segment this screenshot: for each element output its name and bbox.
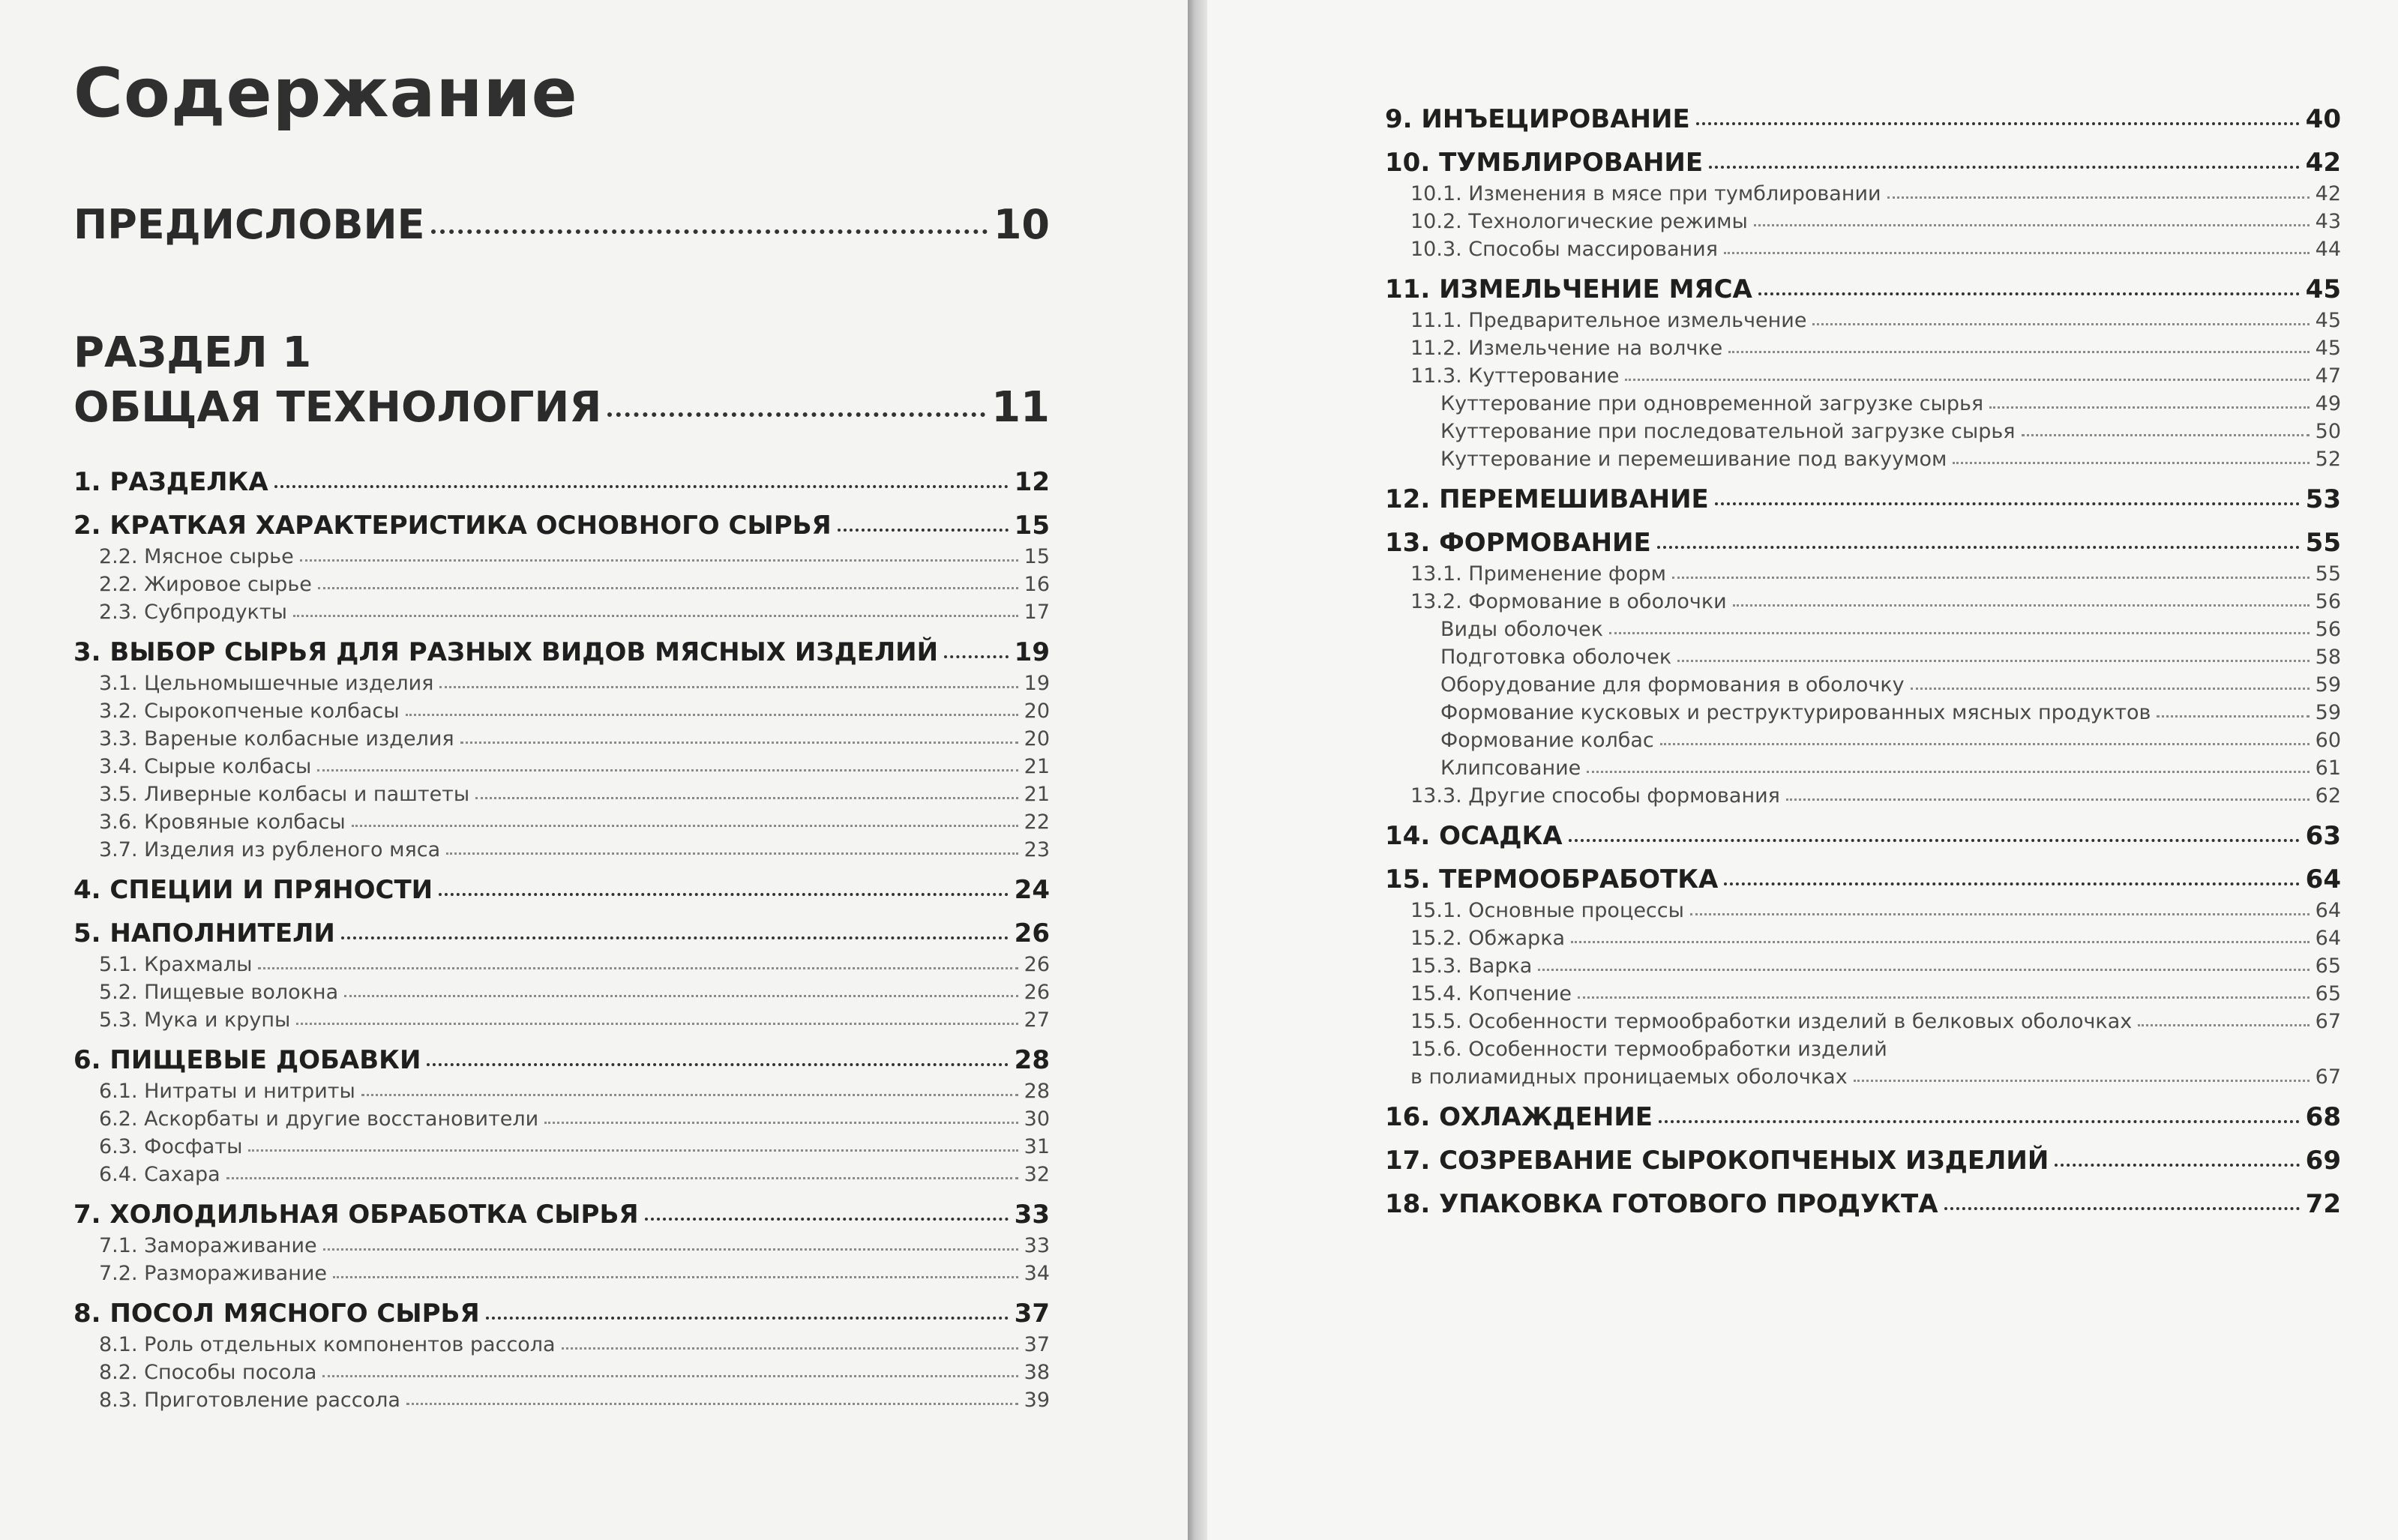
toc-subsection-row bbox=[1385, 980, 2341, 1008]
toc-section-row bbox=[1385, 102, 2341, 136]
toc-page-number: 64 bbox=[2315, 899, 2341, 922]
toc-subsection-row bbox=[1385, 418, 2341, 445]
toc-part-title bbox=[73, 383, 1050, 432]
toc-label: 3.5. Ливерные колбасы и паштеты bbox=[99, 783, 470, 806]
toc-page-number: 16 bbox=[1024, 573, 1050, 596]
toc-page-number: 58 bbox=[2315, 646, 2341, 669]
toc-subsection-row bbox=[1385, 727, 2341, 754]
dot-leader bbox=[1989, 406, 2310, 409]
toc-subsection-row bbox=[73, 780, 1050, 808]
part-page: 11 bbox=[991, 383, 1050, 432]
toc-subsection-row bbox=[1385, 362, 2341, 390]
toc-subsection-row bbox=[1385, 754, 2341, 782]
toc-page-number: 42 bbox=[2315, 182, 2341, 205]
toc-label: 10.1. Изменения в мясе при тумблировании bbox=[1410, 182, 1881, 205]
toc-subsection-row bbox=[1385, 699, 2341, 727]
toc-subsection-row bbox=[73, 670, 1050, 697]
toc-label: 6.4. Сахара bbox=[99, 1163, 220, 1186]
toc-subsection-line: 15.6. Особенности термообработки изделий bbox=[1410, 1038, 1887, 1061]
toc-label: 7.2. Размораживание bbox=[99, 1262, 328, 1285]
toc-page-number: 26 bbox=[1014, 918, 1050, 948]
left-toc-list bbox=[73, 465, 1050, 1414]
toc-subsection-row bbox=[73, 836, 1050, 864]
preface-page: 10 bbox=[993, 201, 1050, 248]
dot-leader bbox=[607, 412, 985, 417]
toc-subsection-row bbox=[1385, 952, 2341, 980]
dot-leader bbox=[427, 1063, 1008, 1066]
dot-leader bbox=[1887, 196, 2310, 199]
dot-leader bbox=[562, 1347, 1018, 1350]
toc-page-number: 38 bbox=[1024, 1361, 1050, 1384]
toc-section-row bbox=[73, 873, 1050, 907]
toc-section-row bbox=[1385, 1187, 2341, 1221]
toc-page-number: 64 bbox=[2305, 864, 2341, 894]
toc-page-number: 37 bbox=[1014, 1299, 1050, 1329]
toc-subsection-row bbox=[73, 1161, 1050, 1188]
toc-page-number: 62 bbox=[2315, 784, 2341, 807]
toc-label: 3. ВЫБОР СЫРЬЯ ДЛЯ РАЗНЫХ ВИДОВ МЯСНЫХ ИЗДЕЛИЙ bbox=[73, 637, 939, 667]
dot-leader bbox=[1660, 743, 2310, 745]
toc-section-row bbox=[1385, 862, 2341, 897]
toc-subsection-row bbox=[1385, 616, 2341, 643]
toc-page-number: 53 bbox=[2305, 484, 2341, 514]
toc-subsection-row bbox=[73, 951, 1050, 978]
toc-subsection-row bbox=[1385, 897, 2341, 924]
toc-label: 3.1. Цельномышечные изделия bbox=[99, 672, 434, 695]
toc-page-number: 37 bbox=[1024, 1333, 1050, 1356]
dot-leader bbox=[226, 1177, 1018, 1179]
dot-leader bbox=[1733, 604, 2310, 607]
toc-label: 2. КРАТКАЯ ХАРАКТЕРИСТИКА ОСНОВНОГО СЫРЬЯ bbox=[73, 511, 832, 541]
toc-page-number: 59 bbox=[2315, 701, 2341, 724]
dot-leader bbox=[300, 559, 1018, 562]
toc-page-number: 69 bbox=[2305, 1146, 2341, 1176]
toc-subsection-row bbox=[73, 1006, 1050, 1034]
dot-leader bbox=[431, 229, 988, 234]
dot-leader bbox=[1715, 502, 2300, 505]
toc-page-number: 33 bbox=[1014, 1200, 1050, 1230]
toc-label: 15.2. Обжарка bbox=[1410, 927, 1566, 950]
toc-subsection-row bbox=[1385, 782, 2341, 810]
toc-page-number: 34 bbox=[1024, 1262, 1050, 1285]
toc-label: 13.3. Другие способы формования bbox=[1410, 784, 1780, 807]
toc-label: Виды оболочек bbox=[1440, 618, 1603, 641]
toc-label: 3.6. Кровяные колбасы bbox=[99, 810, 346, 834]
dot-leader bbox=[838, 529, 1009, 532]
toc-label: 16. ОХЛАЖДЕНИЕ bbox=[1385, 1102, 1653, 1132]
toc-subsection-row bbox=[1385, 924, 2341, 952]
dot-leader bbox=[274, 485, 1009, 488]
toc-subsection-row bbox=[73, 1232, 1050, 1260]
dot-leader bbox=[1724, 882, 2299, 885]
toc-label: 13.1. Применение форм bbox=[1410, 562, 1667, 586]
toc-page-number: 12 bbox=[1014, 467, 1050, 497]
toc-subsection-row bbox=[1385, 334, 2341, 362]
dot-leader bbox=[1677, 660, 2310, 662]
toc-page-number: 44 bbox=[2315, 238, 2341, 261]
toc-label: Оборудование для формования в оболочку bbox=[1440, 673, 1905, 697]
toc-page-number: 72 bbox=[2305, 1189, 2341, 1219]
dot-leader bbox=[2157, 715, 2309, 718]
toc-page-number: 19 bbox=[1014, 637, 1050, 667]
toc-label: 10.3. Способы массирования bbox=[1410, 238, 1718, 261]
right-page bbox=[1206, 0, 2398, 1540]
toc-subsection-row bbox=[1385, 1008, 2341, 1035]
toc-label: 10.2. Технологические режимы bbox=[1410, 210, 1748, 233]
toc-label: 6.2. Аскорбаты и другие восстановители bbox=[99, 1107, 539, 1131]
toc-subsection-row bbox=[73, 1077, 1050, 1105]
toc-label: 12. ПЕРЕМЕШИВАНИЕ bbox=[1385, 484, 1709, 514]
toc-label: 6. ПИЩЕВЫЕ ДОБАВКИ bbox=[73, 1045, 421, 1075]
dot-leader bbox=[439, 893, 1009, 896]
toc-subsection-row bbox=[73, 598, 1050, 626]
toc-section-row bbox=[73, 508, 1050, 543]
dot-leader bbox=[1812, 323, 2309, 325]
dot-leader bbox=[1724, 252, 2310, 254]
dot-leader bbox=[293, 615, 1018, 617]
toc-page-number: 31 bbox=[1024, 1135, 1050, 1158]
toc-subsection-row bbox=[1385, 671, 2341, 699]
toc-label: Клипсование bbox=[1440, 757, 1581, 780]
toc-label: 15.5. Особенности термообработки изделий в белковых оболочках bbox=[1410, 1010, 2133, 1033]
dot-leader bbox=[406, 714, 1018, 716]
toc-section-row bbox=[1385, 1143, 2341, 1178]
toc-page-number: 42 bbox=[2305, 148, 2341, 178]
toc-page-number: 26 bbox=[1024, 953, 1050, 976]
toc-label: 7.1. Замораживание bbox=[99, 1234, 317, 1257]
toc-label: 8.2. Способы посола bbox=[99, 1361, 317, 1384]
toc-page-number: 67 bbox=[2315, 1010, 2341, 1033]
toc-label: 3.4. Сырые колбасы bbox=[99, 755, 312, 778]
toc-label: 3.3. Вареные колбасные изделия bbox=[99, 727, 454, 751]
toc-subsection-row bbox=[73, 753, 1050, 780]
toc-page-number: 30 bbox=[1024, 1107, 1050, 1131]
toc-page-number: 59 bbox=[2315, 673, 2341, 697]
part-title: ОБЩАЯ ТЕХНОЛОГИЯ bbox=[73, 383, 602, 432]
toc-page-number: 55 bbox=[2315, 562, 2341, 586]
toc-page-number: 63 bbox=[2305, 821, 2341, 851]
toc-subsection-row bbox=[1385, 390, 2341, 418]
toc-page-number: 24 bbox=[1014, 875, 1050, 905]
toc-label: 9. ИНЪЕЦИРОВАНИЕ bbox=[1385, 104, 1690, 134]
dot-leader bbox=[1578, 996, 2310, 999]
toc-label: Куттерование при последовательной загрузке сырья bbox=[1440, 420, 2016, 443]
toc-subsection-row bbox=[1385, 1063, 2341, 1091]
dot-leader bbox=[446, 852, 1018, 855]
toc-subsection-row bbox=[73, 697, 1050, 725]
toc-label: 11. ИЗМЕЛЬЧЕНИЕ МЯСА bbox=[1385, 274, 1752, 304]
toc-subsection-row bbox=[1385, 235, 2341, 263]
toc-label: Подготовка оболочек bbox=[1440, 646, 1672, 669]
toc-label: 15.4. Копчение bbox=[1410, 982, 1572, 1005]
toc-label-continued: в полиамидных проницаемых оболочках bbox=[1410, 1065, 1848, 1089]
toc-page-number: 68 bbox=[2305, 1102, 2341, 1132]
toc-label: 3.2. Сырокопченые колбасы bbox=[99, 700, 400, 723]
toc-page-number: 60 bbox=[2315, 729, 2341, 752]
toc-label: 2.2. Жировое сырье bbox=[99, 573, 312, 596]
dot-leader bbox=[296, 1023, 1018, 1025]
dot-leader bbox=[406, 1403, 1018, 1405]
toc-section-row bbox=[1385, 272, 2341, 307]
dot-leader bbox=[317, 769, 1018, 771]
toc-subsection-row bbox=[1385, 307, 2341, 334]
toc-label: 11.2. Измельчение на волчке bbox=[1410, 337, 1723, 360]
dot-leader bbox=[2055, 1164, 2299, 1167]
dot-leader bbox=[1709, 166, 2300, 169]
dot-leader bbox=[544, 1122, 1018, 1124]
toc-subsection-row bbox=[1385, 643, 2341, 671]
toc-section-row bbox=[73, 1197, 1050, 1232]
toc-preface bbox=[73, 201, 1050, 248]
toc-page-number: 64 bbox=[2315, 927, 2341, 950]
toc-label: 13. ФОРМОВАНИЕ bbox=[1385, 528, 1651, 558]
toc-page-number: 20 bbox=[1024, 700, 1050, 723]
toc-section-row bbox=[1385, 1100, 2341, 1134]
toc-page-number: 50 bbox=[2315, 420, 2341, 443]
left-page bbox=[0, 0, 1188, 1540]
dot-leader bbox=[1953, 462, 2309, 464]
toc-subsection-row bbox=[1385, 588, 2341, 616]
dot-leader bbox=[248, 1149, 1018, 1152]
toc-page-number: 52 bbox=[2315, 448, 2341, 471]
toc-label: 13.2. Формование в оболочки bbox=[1410, 590, 1727, 613]
dot-leader bbox=[1754, 224, 2310, 226]
preface-label: ПРЕДИСЛОВИЕ bbox=[73, 201, 425, 248]
toc-section-row bbox=[73, 1043, 1050, 1077]
toc-subsection-row bbox=[73, 543, 1050, 571]
toc-page-number: 61 bbox=[2315, 757, 2341, 780]
dot-leader bbox=[1672, 577, 2310, 579]
toc-page-number: 21 bbox=[1024, 783, 1050, 806]
toc-subsection-row bbox=[73, 978, 1050, 1006]
toc-subsection-row bbox=[73, 571, 1050, 598]
toc-label: 1. РАЗДЕЛКА bbox=[73, 467, 268, 497]
toc-label: 15. ТЕРМООБРАБОТКА bbox=[1385, 864, 1719, 894]
toc-label: 6.3. Фосфаты bbox=[99, 1135, 243, 1158]
toc-label: 3.7. Изделия из рубленого мяса bbox=[99, 838, 441, 861]
dot-leader bbox=[1657, 546, 2300, 549]
toc-page-number: 45 bbox=[2315, 309, 2341, 332]
toc-subsection-row bbox=[1385, 180, 2341, 208]
toc-page-number: 40 bbox=[2305, 104, 2341, 134]
toc-subsection-row bbox=[73, 1260, 1050, 1287]
toc-page-number: 43 bbox=[2315, 210, 2341, 233]
dot-leader bbox=[460, 742, 1018, 744]
toc-subsection-row bbox=[73, 1331, 1050, 1359]
toc-page-number: 56 bbox=[2315, 618, 2341, 641]
dot-leader bbox=[258, 967, 1018, 969]
dot-leader bbox=[1690, 913, 2310, 915]
dot-leader bbox=[1609, 632, 2310, 634]
dot-leader bbox=[361, 1094, 1018, 1096]
right-toc-list bbox=[1385, 102, 2341, 1221]
dot-leader bbox=[1587, 771, 2309, 773]
toc-label: 5.1. Крахмалы bbox=[99, 953, 253, 976]
toc-page-number: 32 bbox=[1024, 1163, 1050, 1186]
toc-section-row bbox=[73, 1296, 1050, 1331]
toc-page-number: 26 bbox=[1024, 981, 1050, 1004]
dot-leader bbox=[341, 936, 1009, 939]
toc-page-number: 19 bbox=[1024, 672, 1050, 695]
dot-leader bbox=[1659, 1120, 2300, 1123]
toc-label: 2.2. Мясное сырье bbox=[99, 545, 294, 568]
toc-subsection-row bbox=[73, 1133, 1050, 1161]
dot-leader bbox=[352, 825, 1018, 827]
toc-page-number: 15 bbox=[1024, 545, 1050, 568]
dot-leader bbox=[1571, 941, 2310, 943]
toc-label: 14. ОСАДКА bbox=[1385, 821, 1563, 851]
toc-label: Куттерование и перемешивание под вакуумом bbox=[1440, 448, 1947, 471]
toc-page-number: 56 bbox=[2315, 590, 2341, 613]
toc-section-row bbox=[73, 465, 1050, 499]
dot-leader bbox=[2022, 434, 2310, 436]
toc-page-number: 65 bbox=[2315, 954, 2341, 978]
toc-label: Формование колбас bbox=[1440, 729, 1654, 752]
toc-subsection-row bbox=[73, 808, 1050, 836]
toc-label: 15.3. Варка bbox=[1410, 954, 1533, 978]
dot-leader bbox=[1786, 798, 2310, 801]
toc-page-number: 33 bbox=[1024, 1234, 1050, 1257]
dot-leader bbox=[475, 797, 1018, 799]
toc-page-number: 55 bbox=[2305, 528, 2341, 558]
toc-label: 18. УПАКОВКА ГОТОВОГО ПРОДУКТА bbox=[1385, 1189, 1938, 1219]
toc-label: 8. ПОСОЛ МЯСНОГО СЫРЬЯ bbox=[73, 1299, 480, 1329]
dot-leader bbox=[1538, 969, 2309, 971]
toc-label: 5.3. Мука и крупы bbox=[99, 1008, 291, 1032]
dot-leader bbox=[1944, 1207, 2300, 1210]
toc-page-number: 28 bbox=[1024, 1080, 1050, 1103]
toc-label: Формование кусковых и реструктурированных мясных продуктов bbox=[1440, 701, 2151, 724]
toc-section-row bbox=[1385, 526, 2341, 560]
toc-page-number: 45 bbox=[2315, 337, 2341, 360]
toc-page-number: 39 bbox=[1024, 1389, 1050, 1412]
toc-page-number: 28 bbox=[1014, 1045, 1050, 1075]
toc-page-number: 65 bbox=[2315, 982, 2341, 1005]
toc-page-number: 49 bbox=[2315, 392, 2341, 415]
toc-section-row bbox=[1385, 819, 2341, 853]
toc-label: 8.1. Роль отдельных компонентов рассола bbox=[99, 1333, 556, 1356]
dot-leader bbox=[1911, 688, 2310, 690]
toc-page-number: 17 bbox=[1024, 601, 1050, 624]
toc-subsection-row bbox=[1385, 208, 2341, 235]
toc-subsection-row bbox=[73, 725, 1050, 753]
toc-subsection-row bbox=[73, 1359, 1050, 1386]
toc-label: 11.3. Куттерование bbox=[1410, 364, 1620, 388]
toc-label: 8.3. Приготовление рассола bbox=[99, 1389, 400, 1412]
book-gutter bbox=[1188, 0, 1206, 1540]
dot-leader bbox=[1728, 351, 2309, 353]
toc-page-number: 20 bbox=[1024, 727, 1050, 751]
toc-subsection-row bbox=[1385, 445, 2341, 473]
dot-leader bbox=[333, 1276, 1018, 1278]
toc-page-number: 15 bbox=[1014, 511, 1050, 541]
toc-label: 10. ТУМБЛИРОВАНИЕ bbox=[1385, 148, 1704, 178]
toc-subsection-row bbox=[73, 1105, 1050, 1133]
toc-label: 17. СОЗРЕВАНИЕ СЫРОКОПЧЕНЫХ ИЗДЕЛИЙ bbox=[1385, 1146, 2049, 1176]
dot-leader bbox=[2138, 1024, 2309, 1026]
toc-section-row bbox=[1385, 145, 2341, 180]
dot-leader bbox=[439, 686, 1018, 688]
toc-page-number: 27 bbox=[1024, 1008, 1050, 1032]
dot-leader bbox=[645, 1218, 1009, 1221]
toc-section-row bbox=[1385, 482, 2341, 517]
part-number: РАЗДЕЛ 1 bbox=[73, 328, 312, 377]
toc-subsection-row bbox=[73, 1386, 1050, 1414]
toc-label: 11.1. Предварительное измельчение bbox=[1410, 309, 1807, 332]
dot-leader bbox=[1854, 1080, 2310, 1082]
toc-label: 4. СПЕЦИИ И ПРЯНОСТИ bbox=[73, 875, 433, 905]
toc-label: 6.1. Нитраты и нитриты bbox=[99, 1080, 355, 1103]
toc-page-number: 22 bbox=[1024, 810, 1050, 834]
toc-page-number: 47 bbox=[2315, 364, 2341, 388]
toc-page-number: 45 bbox=[2305, 274, 2341, 304]
toc-page-number: 23 bbox=[1024, 838, 1050, 861]
toc-subsection-row bbox=[1385, 560, 2341, 588]
dot-leader bbox=[1569, 839, 2300, 842]
toc-label: 5.2. Пищевые волокна bbox=[99, 981, 339, 1004]
dot-leader bbox=[1758, 292, 2300, 295]
contents-title: Содержание bbox=[73, 54, 578, 133]
toc-label: 5. НАПОЛНИТЕЛИ bbox=[73, 918, 335, 948]
dot-leader bbox=[1625, 379, 2309, 381]
dot-leader bbox=[1696, 122, 2300, 125]
dot-leader bbox=[322, 1375, 1018, 1377]
toc-label: Куттерование при одновременной загрузке сырья bbox=[1440, 392, 1984, 415]
toc-label: 7. ХОЛОДИЛЬНАЯ ОБРАБОТКА СЫРЬЯ bbox=[73, 1200, 639, 1230]
toc-section-row bbox=[73, 916, 1050, 951]
toc-label: 2.3. Субпродукты bbox=[99, 601, 287, 624]
dot-leader bbox=[344, 995, 1018, 997]
toc-section-row bbox=[73, 635, 1050, 670]
dot-leader bbox=[318, 587, 1018, 589]
dot-leader bbox=[486, 1317, 1009, 1320]
toc-label: 15.1. Основные процессы bbox=[1410, 899, 1684, 922]
dot-leader bbox=[944, 655, 1009, 658]
dot-leader bbox=[323, 1248, 1018, 1251]
toc-page-number: 67 bbox=[2315, 1065, 2341, 1089]
toc-page-number: 21 bbox=[1024, 755, 1050, 778]
